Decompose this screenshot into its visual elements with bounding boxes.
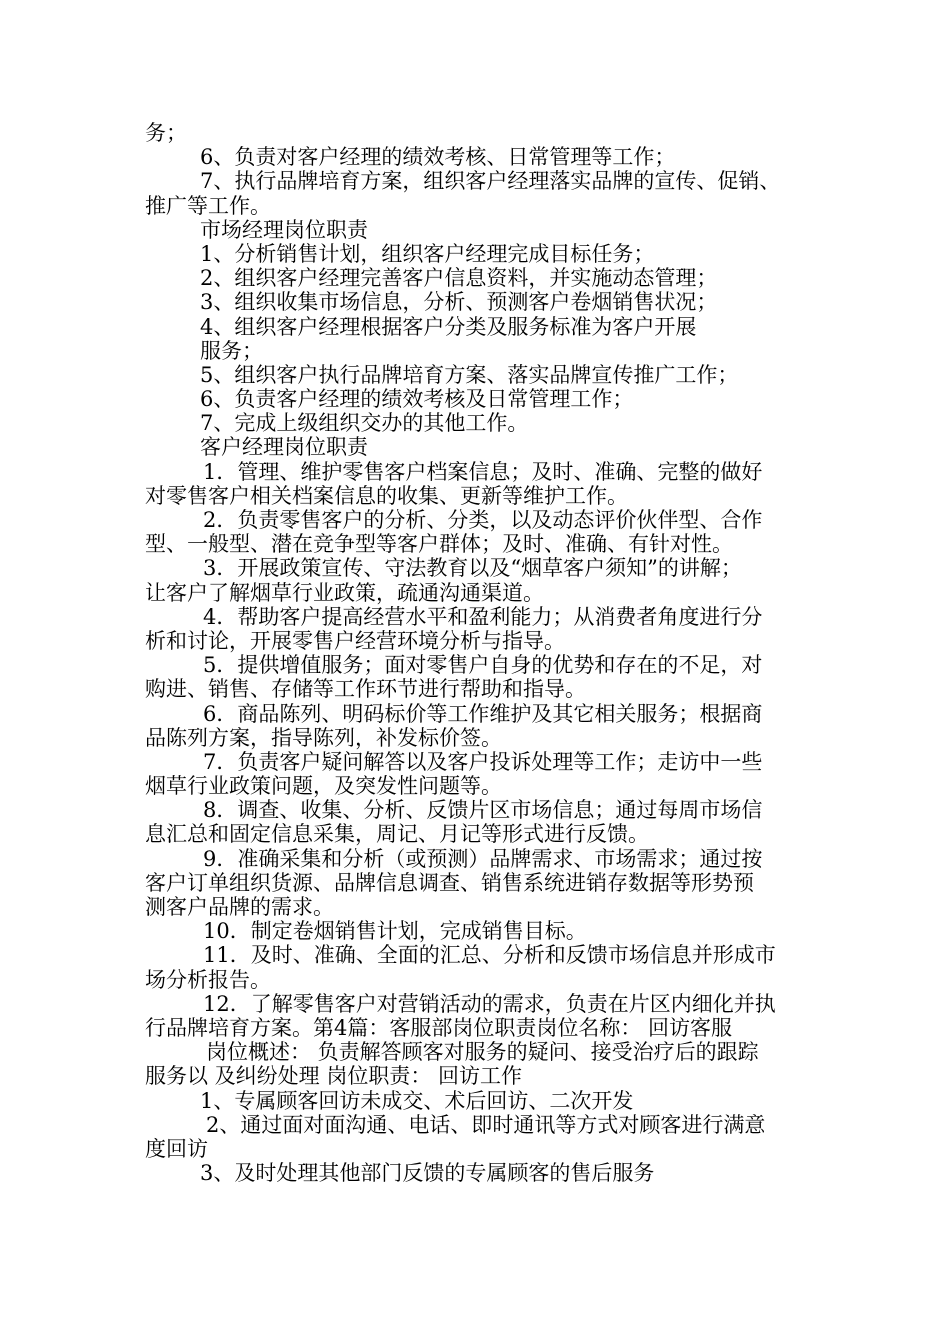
text-line: 5、组织客户执行品牌培育方案、落实品牌宣传推广工作； [200, 362, 739, 387]
text-line: 2、通过面对面沟通、电话、即时通讯等方式对顾客进行满意 [206, 1112, 766, 1137]
text-line: 2．负责零售客户的分析、分类，以及动态评价伙伴型、合作 [203, 508, 763, 532]
text-line: 测客户品牌的需求。 [145, 895, 334, 919]
text-line: 7、执行品牌培育方案，组织客户经理落实品牌的宣传、促销、 [200, 169, 781, 194]
document-body [145, 121, 825, 1185]
text-line: 11．及时、准确、全面的汇总、分析和反馈市场信息并形成市 [203, 943, 776, 968]
text-line: 8．调查、收集、分析、反馈片区市场信息；通过每周市场信 [203, 798, 763, 823]
text-line: 度回访 [145, 1136, 208, 1161]
text-line: 对零售客户相关档案信息的收集、更新等维护工作。 [145, 483, 628, 508]
text-line: 烟草行业政策问题，及突发性问题等。 [145, 774, 502, 799]
text-line: 3．开展政策宣传、守法教育以及“烟草客户须知”的讲解； [203, 556, 742, 581]
text-line: 行品牌培育方案。第4篇：客服部岗位职责岗位名称： 回访客服 [145, 1015, 733, 1040]
text-line: 析和讨论，开展零售户经营环境分析与指导。 [145, 628, 565, 653]
text-line: 推广等工作。 [145, 193, 271, 218]
text-line: 岗位概述： 负责解答顾客对服务的疑问、接受治疗后的跟踪 [206, 1040, 759, 1065]
text-line: 7、完成上级组织交办的其他工作。 [200, 411, 529, 436]
text-line: 服务； [200, 338, 263, 363]
text-line: 6．商品陈列、明码标价等工作维护及其它相关服务；根据商 [203, 701, 763, 726]
text-line: 3、及时处理其他部门反馈的专属顾客的售后服务 [200, 1161, 655, 1186]
text-line: 10．制定卷烟销售计划，完成销售目标。 [203, 919, 587, 944]
text-line: 7．负责客户疑问解答以及客户投诉处理等工作；走访中一些 [203, 749, 763, 774]
text-line: 2、组织客户经理完善客户信息资料，并实施动态管理； [200, 266, 718, 291]
text-line: 息汇总和固定信息采集，周记、月记等形式进行反馈。 [145, 822, 649, 847]
text-line: 4、组织客户经理根据客户分类及服务标准为客户开展 [200, 314, 697, 339]
text-line: 服务以 及纠纷处理 岗位职责： 回访工作 [145, 1064, 523, 1089]
text-line: 让客户了解烟草行业政策，疏通沟通渠道。 [145, 580, 544, 605]
text-line: 场分析报告。 [145, 967, 271, 992]
text-line: 5．提供增值服务；面对零售户自身的优势和存在的不足，对 [203, 653, 763, 678]
text-line: 6、负责对客户经理的绩效考核、日常管理等工作； [200, 145, 676, 170]
text-line: 4．帮助客户提高经营水平和盈利能力；从消费者角度进行分 [203, 604, 763, 629]
text-line: 6、负责客户经理的绩效考核及日常管理工作； [200, 387, 634, 412]
text-line: 1、分析销售计划，组织客户经理完成目标任务； [200, 241, 655, 266]
text-line: 市场经理岗位职责 [200, 217, 368, 242]
text-line: 12．了解零售客户对营销活动的需求，负责在片区内细化并执 [203, 991, 776, 1016]
text-line: 客户经理岗位职责 [200, 435, 368, 460]
text-line: 型、一般型、潜在竞争型等客户群体；及时、准确、有针对性。 [145, 532, 733, 557]
text-line: 9．准确采集和分析（或预测）品牌需求、市场需求；通过按 [203, 846, 763, 871]
text-line: 1．管理、维护零售客户档案信息；及时、准确、完整的做好 [203, 459, 763, 484]
text-line: 客户订单组织货源、品牌信息调查、销售系统进销存数据等形势预 [145, 870, 754, 895]
text-line: 1、专属顾客回访未成交、术后回访、二次开发 [200, 1088, 634, 1113]
text-line: 3、组织收集市场信息，分析、预测客户卷烟销售状况； [200, 290, 718, 315]
text-line: 购进、销售、存储等工作环节进行帮助和指导。 [145, 677, 586, 702]
text-line: 品陈列方案，指导陈列，补发标价签。 [145, 725, 502, 750]
text-line: 务； [145, 121, 187, 145]
